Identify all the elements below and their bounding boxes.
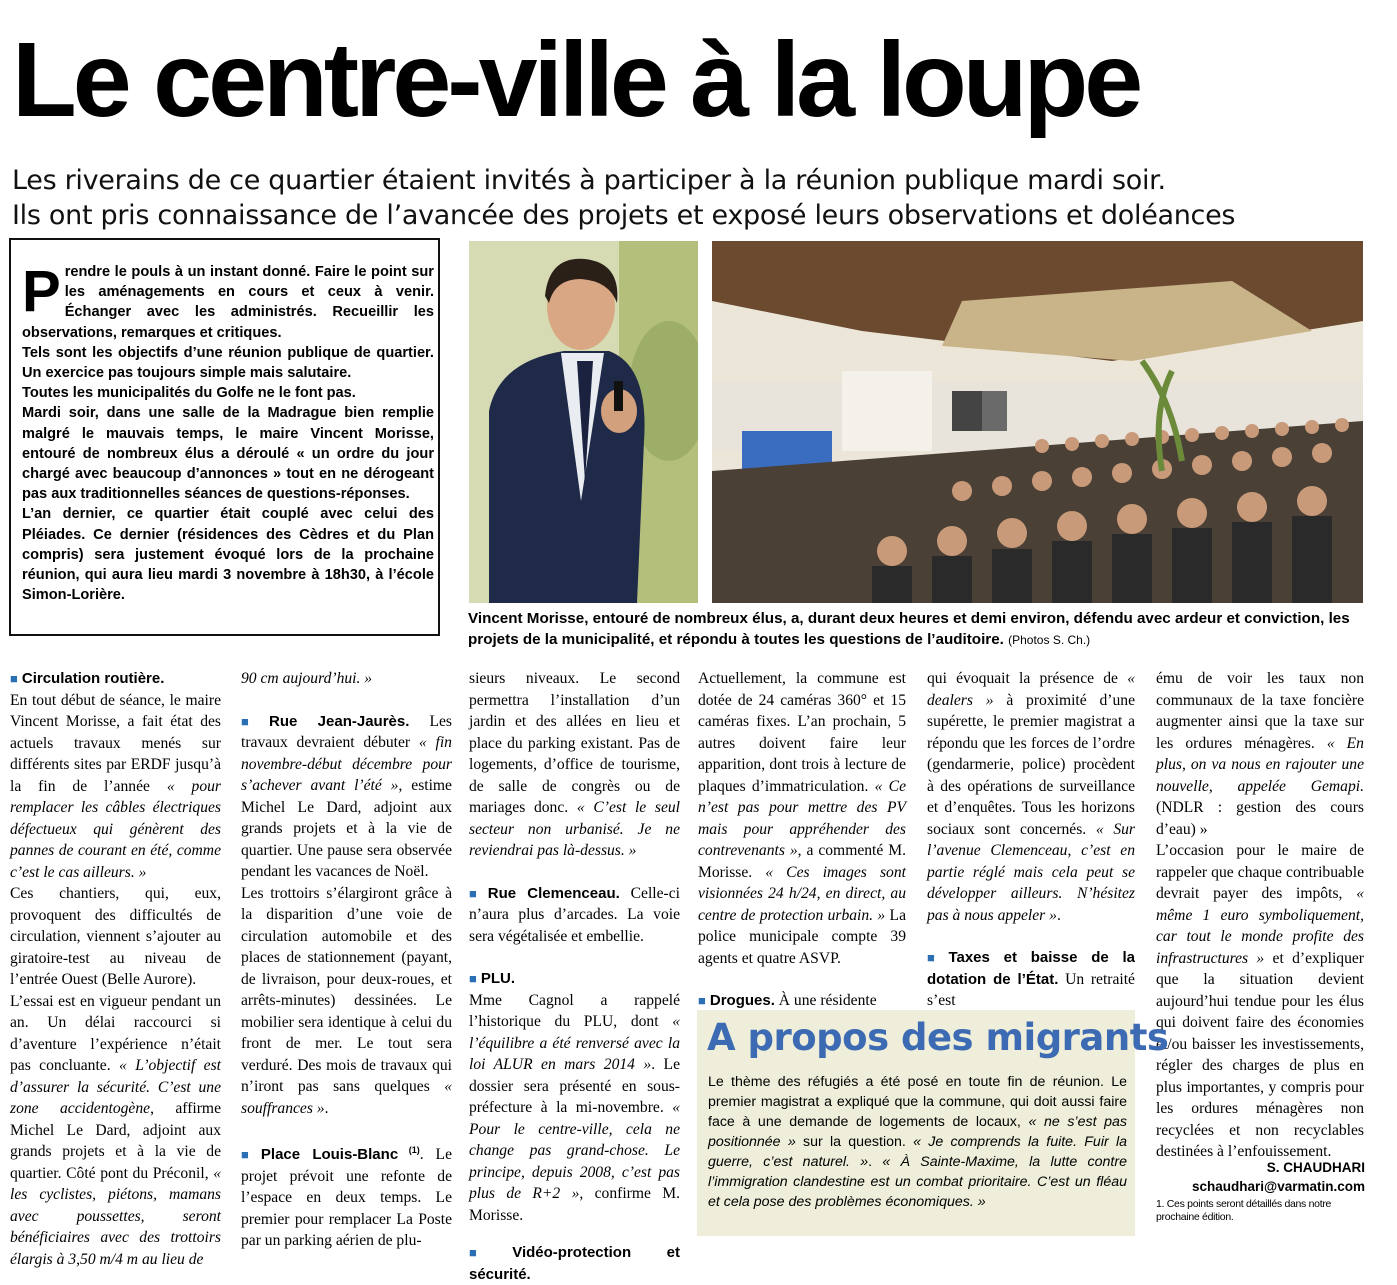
subhead-drogues: Drogues.: [709, 992, 775, 1009]
quote-text: 90 cm aujourd’hui. »: [241, 670, 373, 687]
quote-text: « Pour le centre-ville, cela ne change pas grand-chose. Le principe, depuis 2008, c’est pas plus de R+2 »: [469, 1099, 680, 1202]
bullet-square-icon: ■: [469, 1245, 509, 1260]
article-column-2: [241, 668, 452, 1252]
quote-text: « En plus, on va nous en rajouter une nouvelle, appelée Gemapi.: [1156, 734, 1364, 795]
subhead-louis-blanc: Place Louis-Blanc: [260, 1146, 399, 1164]
bullet-square-icon: ■: [698, 993, 706, 1008]
body-text: qui évoquait la présence de: [927, 670, 1128, 687]
quote-text: « Ces images sont visionnées 24 h/24, en direct, au centre de protection urbain. »: [698, 863, 906, 924]
quote-text: « pour remplacer les câbles électriques défectueux qui génèrent des pannes de courant en été, comme c’est le cas ailleurs. »: [10, 777, 221, 881]
quote-text: « L’objectif est d’assurer la sécurité. C’est une zone accidentogène: [10, 1057, 221, 1117]
body-text: Ces chantiers, qui, eux, provoquent des difficultés de circulation, viennent s’ajouter au giratoire-test au niveau de l’entrée Ouest (Belle Aurore).: [10, 885, 221, 988]
author-name: S. CHAUDHARI: [1266, 1160, 1365, 1175]
bullet-square-icon: ■: [10, 671, 18, 686]
body-text: , confirme M. Morisse.: [469, 1185, 680, 1224]
photo-credit: (Photos S. Ch.): [1008, 633, 1091, 647]
footnote: 1. Ces points seront détaillés dans notre prochaine édition.: [1156, 1198, 1332, 1223]
body-text: À une résidente: [774, 992, 877, 1009]
intro-paragraph: Toutes les municipalités du Golfe ne le font pas.: [22, 385, 356, 402]
quote-text: « ne s’est pas positionnée »: [708, 1114, 1128, 1150]
quote-text: « dealers »: [927, 670, 1135, 709]
headline: Le centre-ville à la loupe: [12, 21, 1140, 139]
footnote-marker: (1): [398, 1145, 420, 1155]
quote-text: « C’est le seul secteur non urbanisé. Je ne reviendrai pas là-dessus. »: [469, 799, 681, 859]
subhead-video-protection: Vidéo-protection et sécurité.: [469, 1244, 681, 1283]
standfirst-line-1: Les riverains de ce quartier étaient invités à participer à la réunion publique mardi soir.: [12, 165, 1166, 196]
quote-text: « souffrances »: [241, 1078, 452, 1117]
author-email[interactable]: schaudhari@varmatin.com: [1192, 1179, 1365, 1194]
body-text: .: [324, 1099, 329, 1117]
subhead-plu: PLU.: [480, 970, 516, 987]
article-column-3: [469, 668, 680, 1285]
quote-text: « Je comprends la fuite. Fuir la guerre, c’est naturel. »: [708, 1134, 1128, 1170]
body-text: Actuellement, la commune est dotée de 24 caméras 360° et 15 caméras fixes. L’an prochain, 5 autres doivent faire leur apparition, dont trois à lecture de plaques d’immatriculation.: [698, 670, 906, 795]
intro-paragraph: rendre le pouls à un instant donné. Faire le point sur les aménagements en cours et ceux à venir. Échanger avec les administrés. Recueillir les observations, remarques et critiques.: [22, 264, 434, 341]
body-text: . Le dossier sera présenté en sous-préfecture à la mi-novembre.: [469, 1056, 680, 1116]
subhead-clemenceau: Rue Clemenceau.: [487, 884, 620, 902]
body-text: En tout début de séance, le maire Vincent Morisse, a fait état des actuels travaux menés sur différents sites par ERDF jusqu’à la fin de l’année: [10, 691, 221, 795]
body-text: Les trottoirs s’élargiront grâce à la disparition d’une voie de circulation automobile et des places de stationnement (payant, de livraison, pour deux-roues, et arrêts-minutes) dessinées. Le mobilier sera identique à celui du front de mer. Le tout sera verduré. Des mois de travaux qui n’iront pas sans quelques: [241, 884, 452, 1095]
body-text: , a commenté M. Morisse.: [698, 842, 906, 881]
intro-paragraph: L’an dernier, ce quartier était couplé avec celui des Pléiades. Ce dernier (résidences des Cèdres et du Plan compris) sera justement évoqué lors de la prochaine réunion, qui aura lieu mardi 3 novembre à 18h30, à l’école Simon-Lorière.: [22, 506, 434, 604]
article-column-4: [698, 668, 906, 1012]
intro-paragraph: Mardi soir, dans une salle de la Madrague bien remplie malgré le mauvais temps, le maire Vincent Morisse, entouré de nombreux élus a déroulé « un ordre du jour chargé avec beaucoup d’annonces » tout en ne dérogeant pas aux traditionnelles séances de questions-réponses.: [22, 405, 434, 503]
caption-text: Vincent Morisse, entouré de nombreux élus, a, durant deux heures et demi environ, défendu avec ardeur et conviction, les projets de la municipalité, et répondu à toutes les questions de l’auditoire.: [468, 610, 1350, 648]
article-column-6: [1156, 668, 1364, 1163]
quote-text: « fin novembre-début décembre pour s’achever avant l’été »: [241, 734, 452, 794]
intro-paragraph: Tels sont les objectifs d’une réunion publique de quartier. Un exercice pas toujours simple mais salutaire.: [22, 344, 434, 382]
body-text: Celle-ci n’aura plus d’arcades. La voie sera végétalisée et embellie.: [469, 884, 680, 945]
photo-mayor-speaking: [469, 241, 698, 603]
subhead-jean-jaures: Rue Jean-Jaurès.: [269, 712, 410, 730]
body-text: ému de voir les taux non communaux de la taxe foncière augmenter ainsi que la taxe sur les ordures ménagères.: [1156, 670, 1364, 752]
body-text: Mme Cagnol a rappelé l’historique du PLU, dont: [469, 991, 680, 1030]
body-text: L’essai est en vigueur pendant un an. Un délai raccourci si d’aventure l’expérience n’était pas concluante.: [10, 992, 221, 1074]
bullet-square-icon: ■: [469, 971, 477, 986]
body-text: L’occasion pour le maire de rappeler que chaque contribuable devrait payer des impôts,: [1156, 842, 1364, 902]
subhead-taxes: Taxes et baisse de la dotation de l’État.: [927, 949, 1135, 988]
quote-text: « Sur l’avenue Clemenceau, c’est en partie réglé mais cela peut se développer ailleurs. N’hésitez pas à nous appeler »: [927, 820, 1136, 924]
body-text: Les travaux devraient débuter: [241, 712, 452, 751]
quote-text: « même 1 euro symboliquement, car tout le monde profite des infrastructures »: [1156, 885, 1364, 967]
body-text: .: [868, 1154, 883, 1170]
quote-text: « les cyclistes, piétons, mamans avec poussettes, seront bénéficiaires avec des trottoirs élargis à 3,50 m/4 m au lieu de: [10, 1164, 221, 1268]
body-text: Le thème des réfugiés a été posé en toute fin de réunion. Le premier magistrat a expliqué que la commune, qui doit aussi faire face à une demande de logements de locaux,: [708, 1074, 1127, 1130]
article-column-1: [10, 668, 221, 1270]
body-text: à proximité d’une supérette, le premier magistrat a répondu que les forces de l’ordre (gendarmerie, police) procèdent à des opérations de surveillance et d’enquêtes. Tous les horizons sociaux sont concernés.: [927, 691, 1135, 838]
author-signature: [1160, 1158, 1365, 1196]
bullet-square-icon: ■: [469, 885, 484, 901]
quote-text: « l’équilibre a été renversé avec la loi ALUR en mars 2014 »: [469, 1013, 680, 1073]
body-text: Un retraité s’est: [927, 970, 1135, 1009]
quote-text: « Ce n’est pas pour mettre des PV mais pour appréhender des contrevenants »: [698, 777, 906, 859]
body-text: (NDLR : gestion des cours d’eau) »: [1156, 799, 1364, 838]
quote-text: « À Sainte-Maxime, la lutte contre l’immigration clandestine est un combat prioritaire. C’est un fléau et cela pose des problèmes économiques. »: [708, 1154, 1127, 1210]
photo-meeting-hall: [712, 241, 1363, 603]
body-text: . Le projet prévoit une refonte de l’espace en deux temps. Le premier pour remplacer La Poste par un parking aérien de plu-: [241, 1146, 452, 1250]
photo-caption: [468, 608, 1373, 651]
standfirst-line-2: Ils ont pris connaissance de l’avancée des projets et exposé leurs observations et doléances: [12, 200, 1236, 231]
body-text: sieurs niveaux. Le second permettra l’installation d’un jardin et des allées en lieu et place du parking existant. Pas de logements, d’office de tourisme, de salle de congrès ou de mariages donc.: [469, 670, 680, 816]
article-column-5: [927, 668, 1135, 1012]
migrants-title: A propos des migrants: [707, 1016, 1169, 1059]
migrants-text: [708, 1072, 1127, 1212]
body-text: , affirme Michel Le Dard, adjoint aux grands projets et à la vie de quartier. Côté pont du Préconil,: [10, 1100, 221, 1182]
drop-cap: P: [22, 259, 61, 324]
intro-text: [22, 259, 434, 605]
bullet-square-icon: ■: [241, 1147, 257, 1163]
body-text: sur la question.: [795, 1134, 914, 1150]
body-text: , estime Michel Le Dard, adjoint aux grands projets et à la vie de quartier. Une pause sera observée pendant les vacances de Noël.: [241, 777, 452, 880]
body-text: La police municipale compte 39 agents et quatre ASVP.: [698, 906, 906, 967]
bullet-square-icon: ■: [241, 713, 266, 729]
body-text: .: [1056, 906, 1061, 924]
bullet-square-icon: ■: [927, 950, 945, 965]
subhead-circulation: Circulation routière.: [21, 670, 165, 687]
body-text: et d’expliquer que la situation devient aujourd’hui tendue pour les élus qui doivent faire des économies et/ou baisser les investissements, régler des charges de plus en plus importantes, y compris pour les ordures ménagères non recyclées et non recyclables destinées à l’enfouissement.: [1156, 949, 1364, 1160]
